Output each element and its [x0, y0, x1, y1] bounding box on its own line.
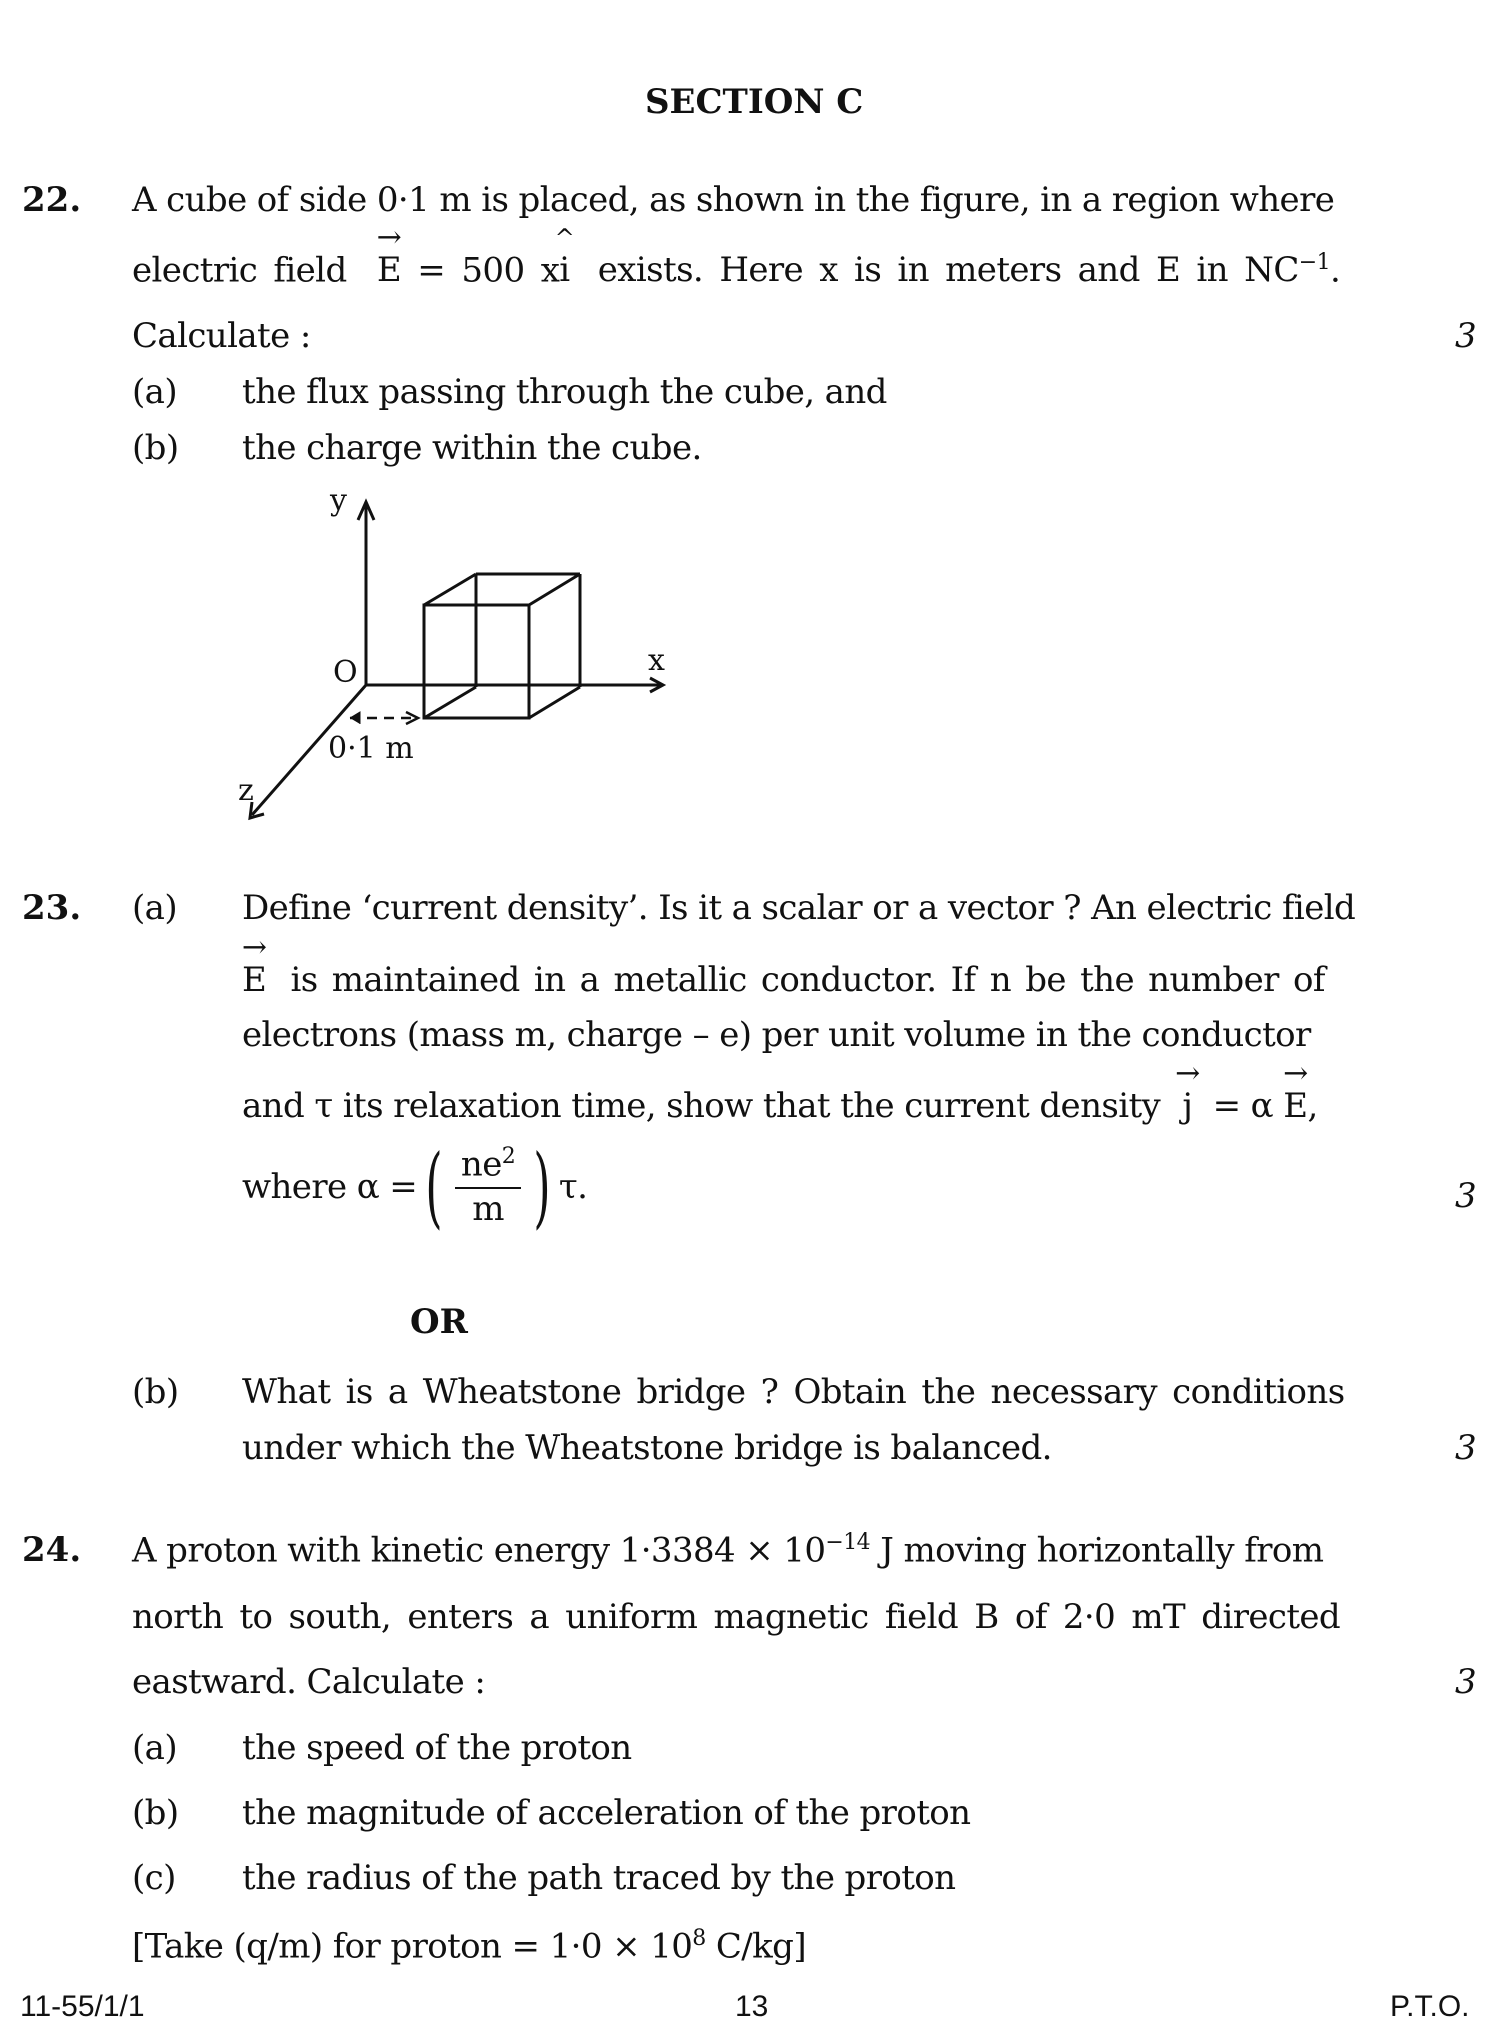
q22-part-a-text: the flux passing through the cube, and — [242, 372, 887, 412]
q23-part-b-label: (b) — [132, 1372, 179, 1412]
q23b-line-2: under which the Wheatstone bridge is balanced. — [242, 1428, 1052, 1468]
q24-line-3: eastward. Calculate : — [132, 1662, 486, 1702]
q22-line-1: A cube of side 0·1 m is placed, as shown in the figure, in a region where — [132, 180, 1335, 220]
vector-E: → E — [1283, 1086, 1307, 1126]
vector-j: → j — [1182, 1086, 1192, 1126]
q22-part-b-label: (b) — [132, 428, 179, 468]
question-number-22: 22. — [22, 180, 82, 220]
q22-part-a-label: (a) — [132, 372, 177, 412]
paper-code: 11-55/1/1 — [20, 1990, 145, 2023]
vector-E: → E — [377, 250, 401, 290]
q22-part-b-text: the charge within the cube. — [242, 428, 702, 468]
q24-note: [Take (q/m) for proton = $1\cdot 0 \times 10^8$ C/kg] — [132, 1926, 806, 1967]
origin-label: O — [333, 655, 358, 690]
question-number-23: 23. — [22, 888, 82, 928]
vector-E: → E — [242, 960, 266, 1000]
distance-label: 0·1 m — [328, 731, 414, 766]
q23a-line-1: Define ‘current density’. Is it a scalar or a vector ? An electric field — [242, 888, 1356, 928]
q24-part-c-text: the radius of the path traced by the proton — [242, 1858, 956, 1898]
x-label: x — [648, 643, 665, 678]
q23a-line-4: and τ its relaxation time, show that the current density → j = α → E, — [242, 1086, 1318, 1126]
q24-line-2: north to south, enters a uniform magnetic field B of 2·0 mT directed — [132, 1597, 1341, 1637]
q23b-line-1: What is a Wheatstone bridge ? Obtain the necessary conditions — [242, 1372, 1345, 1412]
q22-marks: 3 — [1455, 316, 1477, 356]
fraction-ne2-over-m: $\frac{ne^2}{m}$ — [455, 1144, 521, 1228]
q22-line-2: electric field → E = 500 x^ i exists. Here x is in meters and E in $NC^{-1}$. — [132, 250, 1340, 290]
q23a-marks: 3 — [1455, 1176, 1477, 1216]
distance-arrow-left-icon — [350, 712, 360, 724]
q24-part-a-text: the speed of the proton — [242, 1728, 632, 1768]
q24-part-b-text: the magnitude of acceleration of the proton — [242, 1793, 971, 1833]
q24-part-b-label: (b) — [132, 1793, 179, 1833]
q24-marks: 3 — [1455, 1662, 1477, 1702]
y-label: y — [330, 483, 347, 518]
q23a-line-5: where α = ( $\frac{ne^2}{m}$ ) τ. — [242, 1135, 588, 1238]
q23-part-a-label: (a) — [132, 888, 177, 928]
or-label: OR — [410, 1302, 468, 1342]
section-title: SECTION C — [645, 82, 864, 122]
cube-figure — [200, 470, 760, 850]
q23a-line-3: electrons (mass m, charge – e) per unit volume in the conductor — [242, 1015, 1311, 1055]
q23b-marks: 3 — [1455, 1428, 1477, 1468]
q24-line-1: A proton with kinetic energy $1\cdot 3384 \times 10^{-14}$ J moving horizontally from — [132, 1530, 1324, 1571]
pto-label: P.T.O. — [1390, 1990, 1470, 2023]
q22-line-3: Calculate : — [132, 316, 311, 356]
q24-part-a-label: (a) — [132, 1728, 177, 1768]
question-number-24: 24. — [22, 1530, 82, 1570]
unit-vector-i: ^ i — [559, 250, 569, 290]
q24-part-c-label: (c) — [132, 1858, 176, 1898]
q23a-line-2: → E is maintained in a metallic conductor. If n be the number of — [242, 960, 1325, 1000]
page-number: 13 — [735, 1990, 769, 2023]
z-label: z — [238, 773, 254, 808]
